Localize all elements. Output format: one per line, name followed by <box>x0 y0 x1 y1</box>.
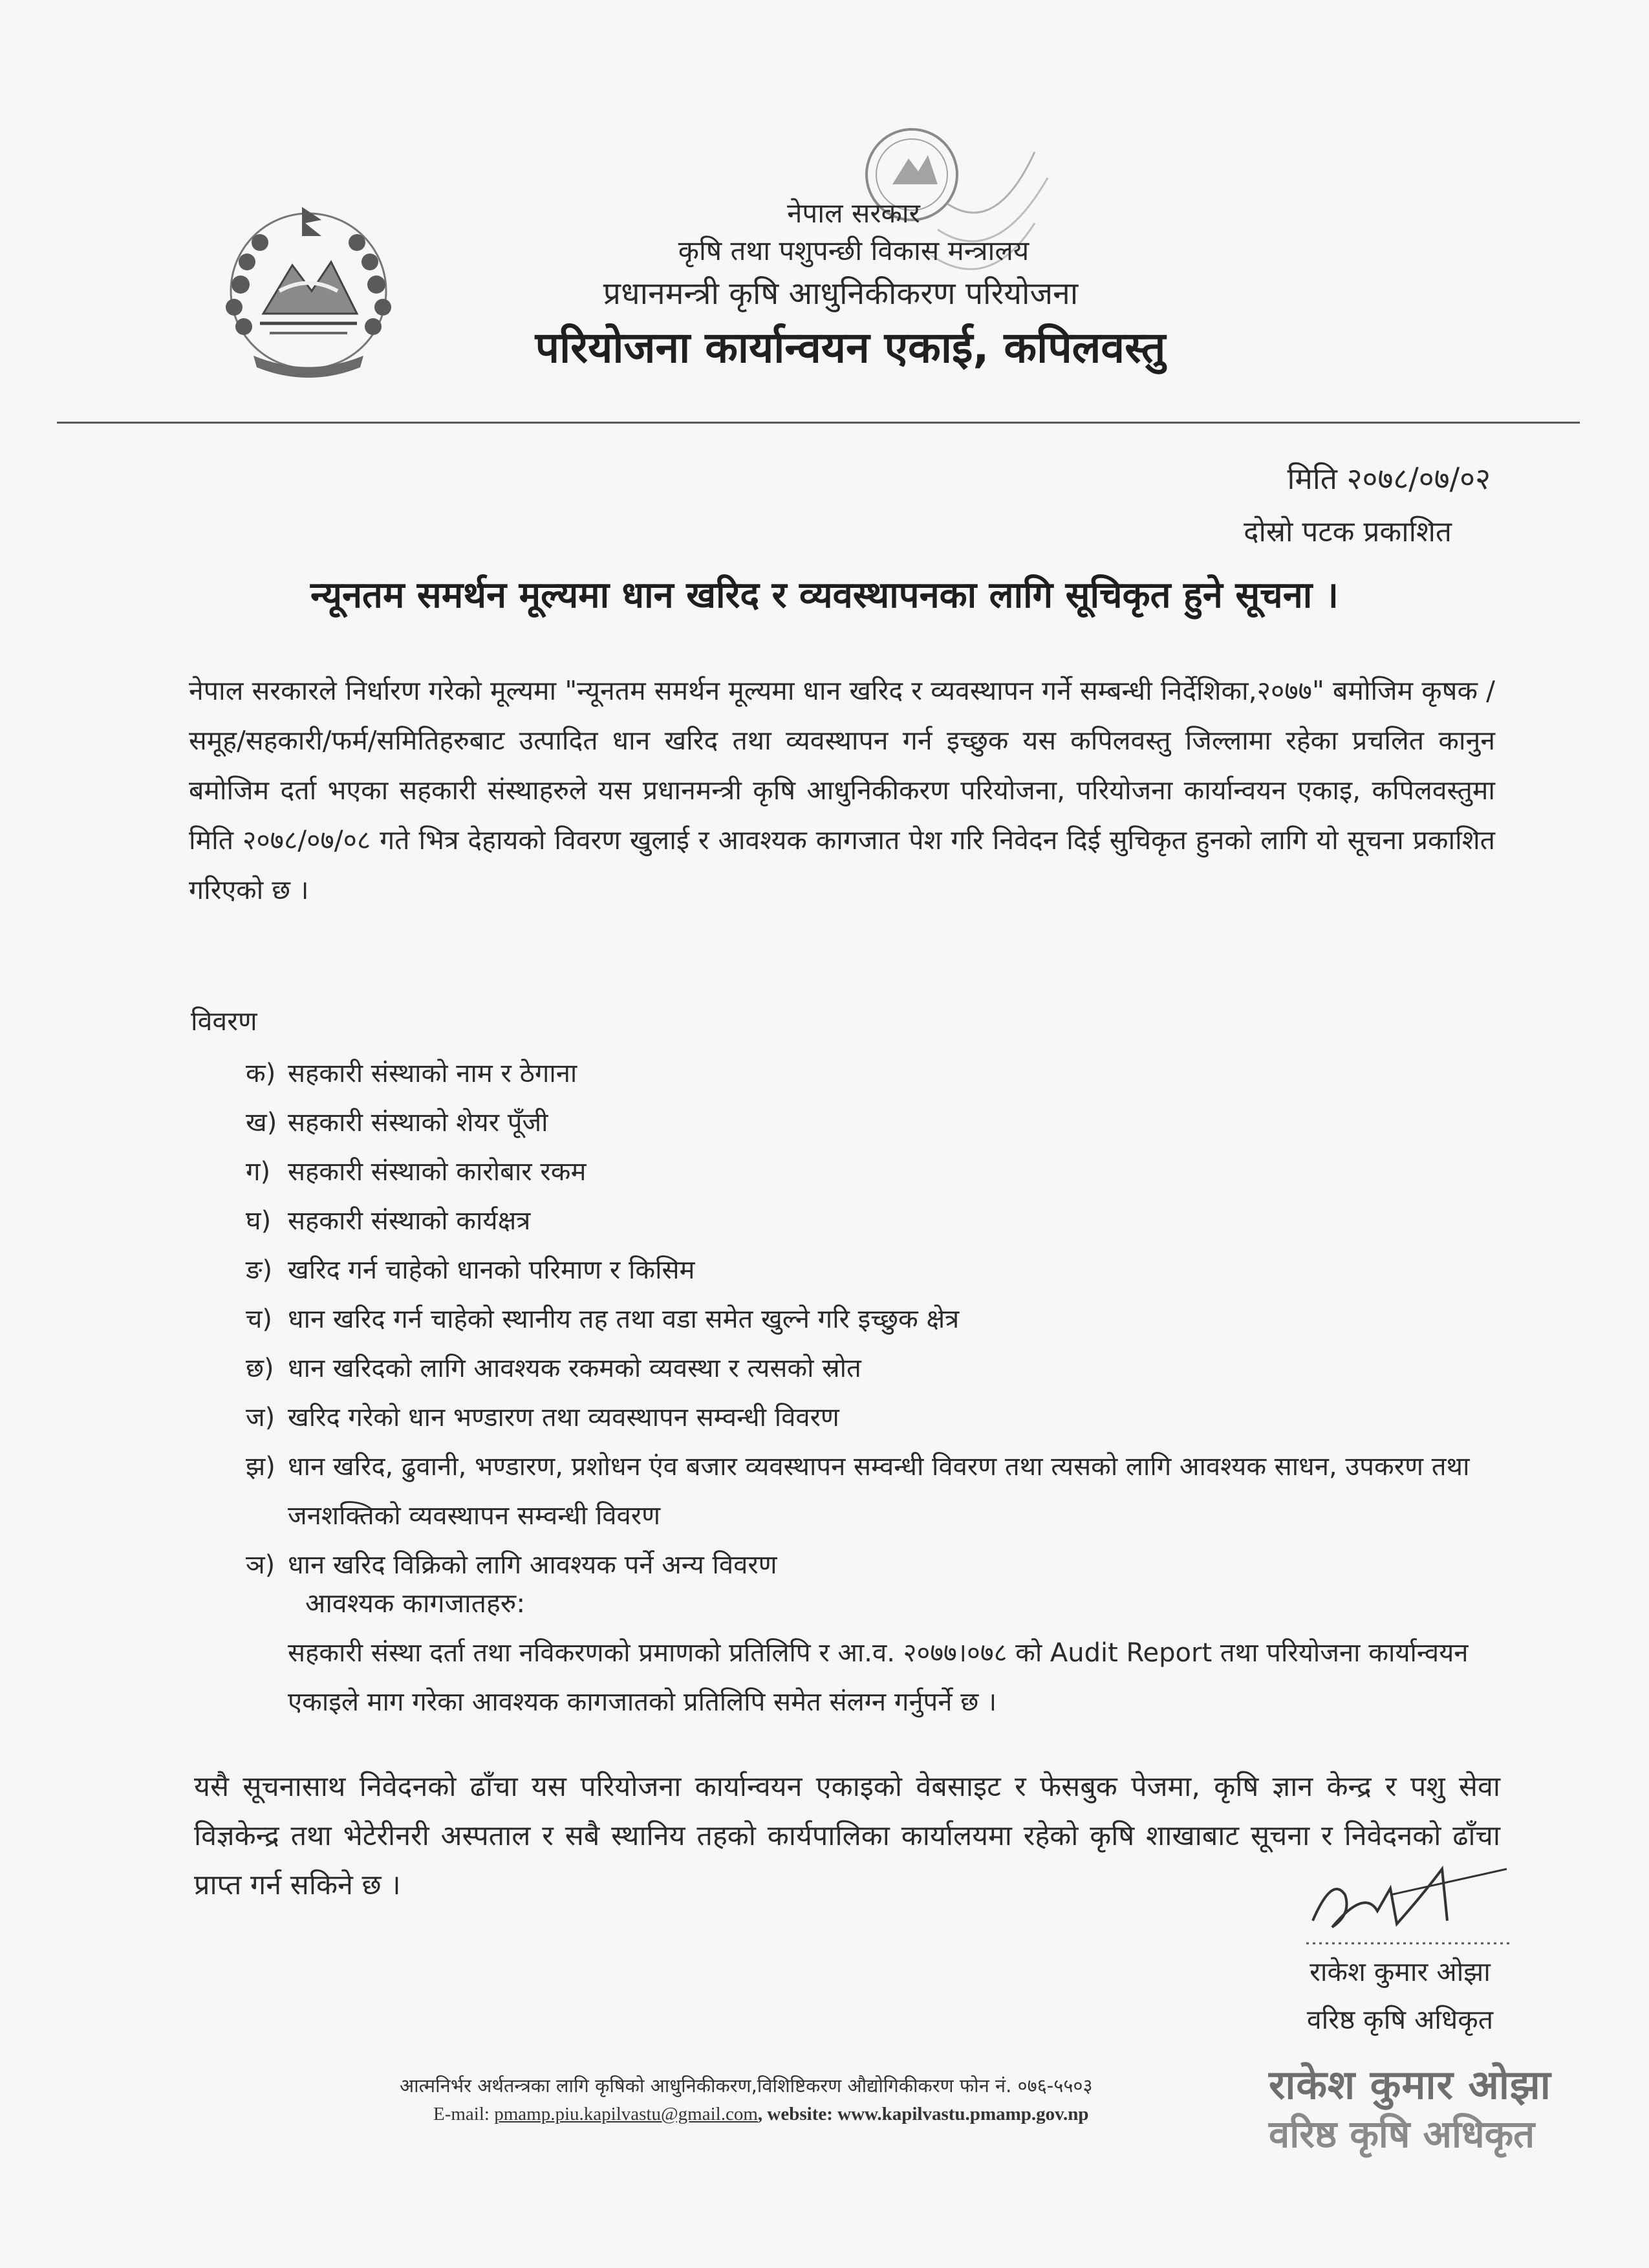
email-label: E-mail: <box>433 2104 490 2124</box>
item-marker: झ) <box>246 1452 275 1482</box>
item-marker: ख) <box>246 1108 277 1138</box>
website-label: , website: <box>757 2104 833 2124</box>
item-marker: ञ) <box>246 1550 275 1580</box>
list-item <box>246 1442 1507 1540</box>
header-divider <box>57 422 1580 424</box>
project-name: प्रधानमन्त्री कृषि आधुनिकीकरण परियोजना <box>603 275 1079 312</box>
item-marker: क) <box>246 1059 276 1088</box>
item-text: धान खरिदको लागि आवश्यक रकमको व्यवस्था र त्यसको स्रोत <box>288 1354 861 1383</box>
list-item <box>246 1295 1507 1344</box>
list-item <box>246 1393 1507 1442</box>
item-text: सहकारी संस्थाको नाम र ठेगाना <box>288 1059 577 1088</box>
documents-body: सहकारी संस्था दर्ता तथा नविकरणको प्रमाणको प्रतिलिपि र आ.व. २०७७।०७८ को Audit Report तथा परियोजना कार्यान्वयन एकाइले माग गरेका आवश्यक कागजातको प्रतिलिपि समेत संलग्न गर्नुपर्ने छ । <box>288 1638 1469 1717</box>
details-heading: विवरण <box>191 1006 257 1037</box>
item-marker: ङ) <box>246 1255 273 1285</box>
item-marker: ग) <box>246 1157 271 1187</box>
notice-body: नेपाल सरकारले निर्धारण गरेको मूल्यमा "न्यूनतम समर्थन मूल्यमा धान खरिद र व्यवस्थापन गर्ने सम्बन्धी निर्देशिका,२०७७" बमोजिम कृषक / समूह/सहकारी/फर्म/समितिहरुबाट उत्पादित धान खरिद तथा व्यवस्थापन गर्न इच्छुक यस कपिलवस्तु जिल्लामा रहेका प्रचलित कानुन बमोजिम दर्ता भएका सहकारी संस्थाहरुले यस प्रधानमन्त्री कृषि आधुनिकीकरण परियोजना, परियोजना कार्यान्वयन एकाइ, कपिलवस्तुमा मिति २०७८/०७/०८ गते भित्र देहायको विवरण खुलाई र आवश्यक कागजात पेश गरि निवेदन दिई सुचिकृत हुनको लागि यो सूचना प्रकाशित गरिएको छ । <box>189 675 1495 905</box>
notice-title: न्यूनतम समर्थन मूल्यमा धान खरिद र व्यवस्थापनका लागि सूचिकृत हुने सूचना । <box>310 574 1339 616</box>
list-item <box>246 1196 1507 1246</box>
publication-edition: दोस्रो पटक प्रकाशित <box>1244 515 1452 548</box>
footer-contact <box>433 2104 1089 2125</box>
item-marker: घ) <box>246 1206 272 1236</box>
government-name: नेपाल सरकार <box>787 197 920 229</box>
item-marker: च) <box>246 1304 273 1334</box>
item-marker: छ) <box>246 1354 274 1383</box>
list-item <box>246 1098 1507 1147</box>
list-item <box>246 1147 1507 1196</box>
item-text: खरिद गर्न चाहेको धानको परिमाण र किसिम <box>288 1255 695 1285</box>
item-text: सहकारी संस्थाको कार्यक्षत्र <box>288 1206 531 1236</box>
footer-tagline: आत्मनिर्भर अर्थतन्त्रका लागि कृषिको आधुनिकीकरण,विशिष्टिकरण औद्योगिकीकरण फोन नं. ०७६-५५०३ <box>400 2075 1093 2097</box>
item-marker: ज) <box>246 1403 275 1432</box>
signatory-name: राकेश कुमार ओझा <box>1310 1956 1491 1987</box>
details-list <box>246 1049 1507 1590</box>
nepal-emblem-icon <box>208 194 409 388</box>
handwritten-signature <box>1293 1850 1526 1953</box>
item-text: सहकारी संस्थाको शेयर पूँजी <box>288 1108 548 1138</box>
documents-heading: आवश्यक कागजातहरु: <box>305 1588 526 1619</box>
list-item <box>246 1049 1507 1098</box>
email-link[interactable]: pmamp.piu.kapilvastu@gmail.com <box>494 2104 758 2124</box>
item-text: धान खरिद, ढुवानी, भण्डारण, प्रशोधन एंव बजार व्यवस्थापन सम्वन्धी विवरण तथा त्यसको लागि आवश्यक साधन, उपकरण तथा जनशक्तिको व्यवस्थापन सम्वन्धी विवरण <box>288 1452 1470 1531</box>
website-link[interactable]: www.kapilvastu.pmamp.gov.np <box>837 2104 1089 2124</box>
item-text: सहकारी संस्थाको कारोबार रकम <box>288 1157 587 1187</box>
ministry-name: कृषि तथा पशुपन्छी विकास मन्त्रालय <box>678 235 1029 266</box>
item-text: खरिद गरेको धान भण्डारण तथा व्यवस्थापन सम्वन्धी विवरण <box>288 1403 839 1432</box>
list-item <box>246 1246 1507 1295</box>
closing-paragraph: यसै सूचनासाथ निवेदनको ढाँचा यस परियोजना कार्यान्वयन एकाइको वेबसाइट र फेसबुक पेजमा, कृषि ज्ञान केन्द्र र पशु सेवा विज्ञकेन्द्र तथा भेटेरीनरी अस्पताल र सबै स्थानिय तहको कार्यपालिका कार्यालयमा रहेको कृषि शाखाबाट सूचना र निवेदनको ढाँचा प्राप्त गर्न सकिने छ । <box>194 1771 1500 1901</box>
item-text: धान खरिद विक्रिको लागि आवश्यक पर्ने अन्य विवरण <box>288 1550 777 1580</box>
item-text: धान खरिद गर्न चाहेको स्थानीय तह तथा वडा समेत खुल्ने गरि इच्छुक क्षेत्र <box>288 1304 960 1334</box>
title-stamp: वरिष्ठ कृषि अधिकृत <box>1269 2112 1535 2156</box>
office-name: परियोजना कार्यान्वयन एकाई, कपिलवस्तु <box>535 323 1166 373</box>
list-item <box>246 1540 1507 1590</box>
name-stamp: राकेश कुमार ओझा <box>1269 2061 1551 2108</box>
notice-date: मिति २०७८/०७/०२ <box>1287 461 1491 496</box>
list-item <box>246 1344 1507 1393</box>
signatory-title: वरिष्ठ कृषि अधिकृत <box>1306 2004 1494 2035</box>
